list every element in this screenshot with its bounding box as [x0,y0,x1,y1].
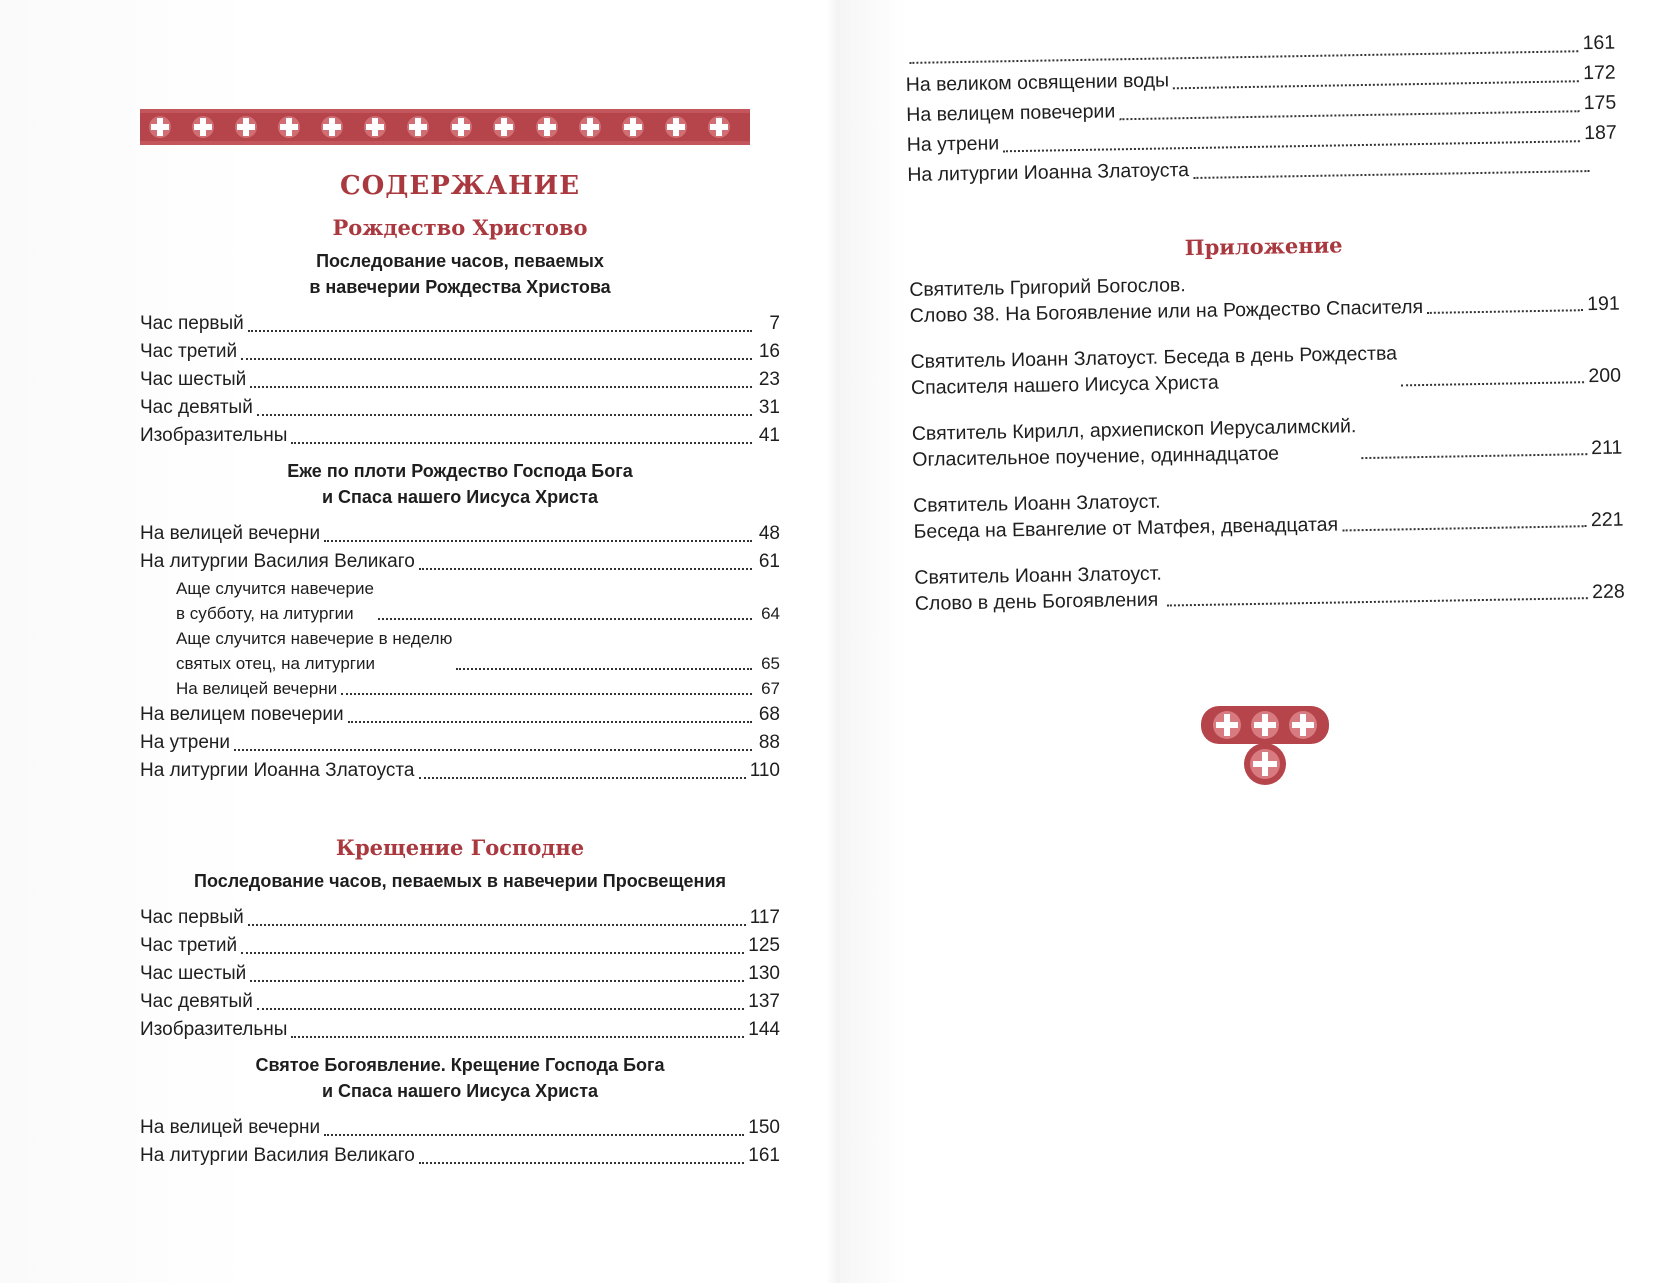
toc-entry[interactable]: На утрени 187 [906,121,1617,156]
toc-entry[interactable]: Святитель Иоанн Златоуст. Слово в день Богоявления 228 [914,562,1625,615]
left-page-content [140,105,780,1178]
cross-ornament-tailpiece-icon [1195,700,1335,790]
christmas-feast-heading: Еже по плоти Рождество Господа Бога и Спаса нашего Иисуса Христа [287,461,633,507]
toc-entry[interactable]: Час шестый 130 [140,963,780,984]
baptism-feast-continued-list [905,28,1618,190]
toc-entry[interactable]: Час девятый 137 [140,991,780,1012]
toc-subentry[interactable]: На велицей вечерни 67 [176,679,780,698]
toc-subentry[interactable]: Аще случится навечерие в субботу, на литургии 64 [176,579,780,623]
section-title-christmas: Рождество Христово [332,215,588,240]
toc-entry[interactable]: Святитель Кирилл, архиепископ Иерусалимский. Огласительное поучение, одиннадцатое 211 [911,415,1623,471]
toc-entry[interactable]: На велицем повечерии 68 [140,704,780,725]
toc-entry[interactable]: На утрени 88 [140,732,780,753]
christmas-hours-heading: Последование часов, певаемых в навечерии Рождества Христова [309,251,611,297]
cross-ornament-band-icon [140,105,750,149]
baptism-feast-list [140,1114,780,1170]
toc-entry[interactable]: Изобразительны 144 [140,1019,780,1040]
toc-entry[interactable]: На литургии Василия Великаго 161 [140,1145,780,1166]
toc-entry[interactable]: На велицей вечерни 48 [140,523,780,544]
toc-subentry[interactable]: Аще случится навечерие в неделю святых отец, на литургии 65 [176,629,780,673]
baptism-hours-list [140,904,780,1044]
toc-entry[interactable]: На велицей вечерни 150 [140,1117,780,1138]
appendix-list [909,265,1625,617]
toc-entry[interactable]: На литургии Василия Великаго 61 [140,551,780,572]
toc-entry[interactable]: Час первый 7 [140,313,780,334]
baptism-feast-heading: Святое Богоявление. Крещение Господа Бога и Спаса нашего Иисуса Христа [255,1055,665,1101]
toc-entry[interactable]: Час шестый 23 [140,369,780,390]
section-title-appendix: Приложение [1184,232,1343,261]
section-title-baptism: Крещение Господне [335,835,585,860]
toc-entry[interactable]: Изобразительны 41 [140,425,780,446]
toc-entry[interactable]: На велицем повечерии 175 [906,91,1617,126]
toc-entry[interactable]: Святитель Григорий Богослов. Слово 38. На Богоявление или на Рождество Спасителя 191 [909,274,1620,327]
christmas-hours-list [140,310,780,450]
toc-entry[interactable]: 161 [905,28,1615,70]
toc-entry[interactable]: Час третий 125 [140,935,780,956]
toc-entry[interactable]: На литургии Иоанна Златоуста [907,148,1617,190]
christmas-feast-list [140,520,780,785]
toc-entry[interactable]: На великом освящении воды 172 [905,61,1616,96]
toc-entry[interactable]: Час девятый 31 [140,397,780,418]
toc-entry[interactable]: Час первый 117 [140,907,780,928]
toc-entry[interactable]: Святитель Иоанн Златоуст. Беседа на Евангелие от Матфея, двенадцатая 221 [912,490,1624,543]
toc-entry[interactable]: На литургии Иоанна Златоуста 110 [140,760,780,781]
toc-entry[interactable]: Час третий 16 [140,341,780,362]
right-page-content [905,28,1625,637]
toc-title: СОДЕРЖАНИЕ [339,171,581,201]
toc-entry[interactable]: Святитель Иоанн Златоуст. Беседа в день Рождества Спасителя нашего Иисуса Христа 200 [910,342,1622,399]
baptism-hours-heading: Последование часов, певаемых в навечерии Просвещения [194,871,726,891]
